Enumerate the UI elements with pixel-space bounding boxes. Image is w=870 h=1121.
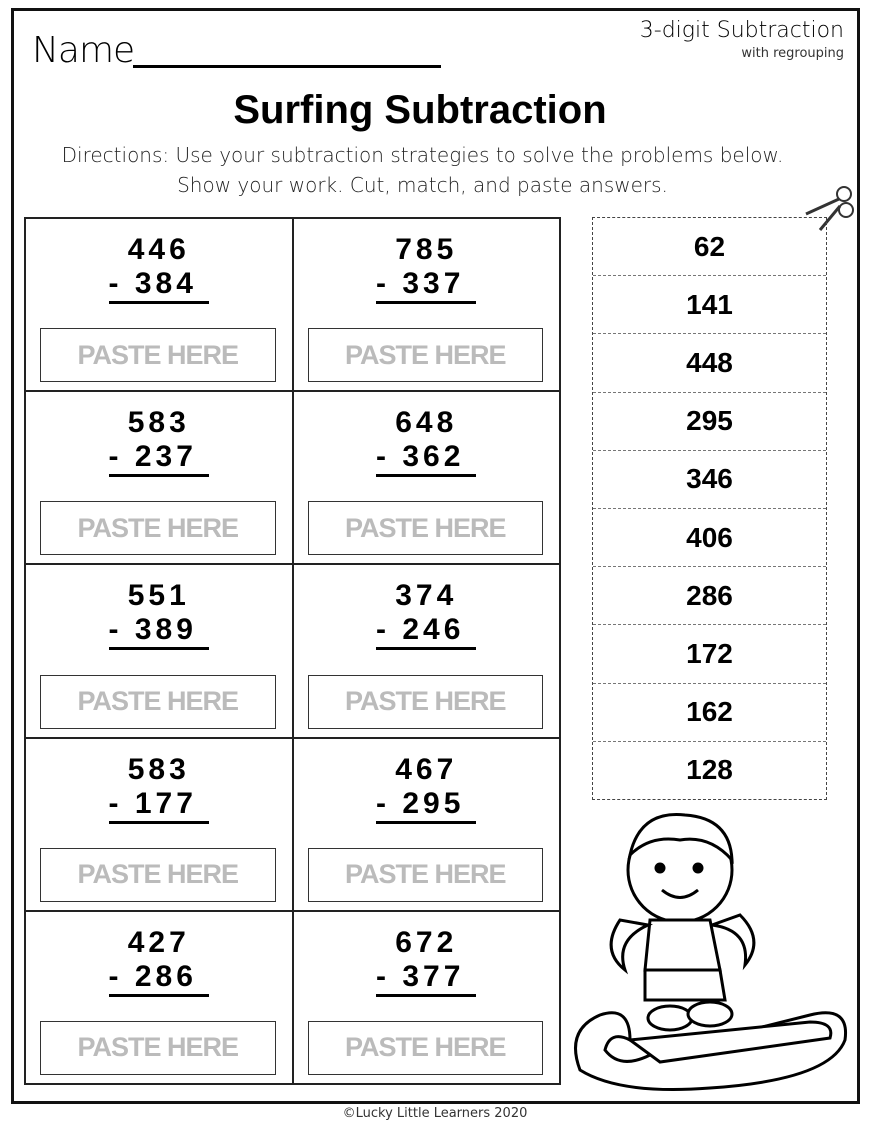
subtraction-problem <box>26 753 292 824</box>
paste-here-box[interactable]: PASTE HERE <box>40 848 276 902</box>
subtraction-problem <box>294 753 560 824</box>
answer-card[interactable]: 128 <box>686 754 733 786</box>
paste-here-box[interactable]: PASTE HERE <box>308 1021 544 1075</box>
paste-here-box[interactable]: PASTE HERE <box>40 328 276 382</box>
page-title: Surfing Subtraction <box>233 88 607 132</box>
paste-here-box[interactable]: PASTE HERE <box>40 501 276 555</box>
subtrahend: - 246 <box>376 613 476 650</box>
subtrahend: - 177 <box>109 787 209 824</box>
minuend: 427 <box>127 925 190 959</box>
problem-cell <box>293 391 561 564</box>
minuend: 583 <box>127 752 190 786</box>
problem-grid <box>24 217 561 1085</box>
paste-here-box[interactable]: PASTE HERE <box>308 675 544 729</box>
name-line[interactable] <box>133 65 441 68</box>
answer-card[interactable]: 172 <box>593 625 826 683</box>
subtrahend: - 286 <box>109 960 209 997</box>
worksheet-subtitle-2: with regrouping <box>741 46 844 61</box>
minuend: 785 <box>395 233 458 266</box>
subtraction-problem <box>294 926 560 997</box>
minuend: 583 <box>127 406 190 440</box>
answer-card[interactable]: 62 <box>593 218 826 276</box>
answer-card[interactable]: 406 <box>593 509 826 567</box>
copyright-footer: ©Lucky Little Learners 2020 <box>342 1106 528 1121</box>
problem-cell <box>25 564 293 737</box>
subtraction-problem <box>294 579 560 650</box>
subtrahend: - 377 <box>376 960 476 997</box>
answer-card[interactable]: 286 <box>593 567 826 625</box>
problem-cell <box>293 218 561 391</box>
minuend: 551 <box>127 579 190 613</box>
problem-cell <box>25 738 293 911</box>
directions-line-2: Show your work. Cut, match, and paste answers. <box>177 173 668 197</box>
problem-cell <box>293 738 561 911</box>
subtrahend: - 295 <box>376 787 476 824</box>
surfer-illustration <box>560 800 860 1100</box>
minuend: 467 <box>395 752 458 786</box>
paste-here-box[interactable]: PASTE HERE <box>308 848 544 902</box>
subtrahend: - 384 <box>109 267 209 304</box>
problem-cell <box>25 391 293 564</box>
problem-cell <box>25 218 293 391</box>
subtrahend: - 362 <box>376 440 476 477</box>
subtrahend: - 237 <box>109 440 209 477</box>
subtraction-problem <box>26 579 292 650</box>
paste-here-box[interactable]: PASTE HERE <box>308 328 544 382</box>
subtraction-problem <box>294 406 560 477</box>
answer-card[interactable]: 448 <box>593 334 826 392</box>
answer-card[interactable]: 141 <box>593 276 826 334</box>
problem-cell <box>293 911 561 1084</box>
paste-here-box[interactable]: PASTE HERE <box>308 501 544 555</box>
subtraction-problem <box>294 233 560 304</box>
minuend: 374 <box>395 579 458 613</box>
minuend: 446 <box>127 233 190 266</box>
minuend: 672 <box>395 925 458 959</box>
paste-here-box[interactable]: PASTE HERE <box>40 1021 276 1075</box>
problem-cell <box>25 911 293 1084</box>
name-label: Name <box>32 30 135 71</box>
paste-here-box[interactable]: PASTE HERE <box>40 675 276 729</box>
answer-card[interactable]: 295 <box>593 393 826 451</box>
worksheet-subtitle: 3-digit Subtraction <box>639 18 844 43</box>
subtrahend: - 337 <box>376 267 476 304</box>
subtrahend: - 389 <box>109 613 209 650</box>
problem-cell <box>293 564 561 737</box>
answer-card[interactable]: 162 <box>593 684 826 742</box>
subtraction-problem <box>26 926 292 997</box>
subtraction-problem <box>26 406 292 477</box>
answer-cutout-strip <box>592 217 827 800</box>
directions-line-1: Directions: Use your subtraction strategies to solve the problems below. <box>61 143 784 167</box>
minuend: 648 <box>395 406 458 440</box>
answer-card[interactable]: 346 <box>593 451 826 509</box>
subtraction-problem <box>26 233 292 304</box>
